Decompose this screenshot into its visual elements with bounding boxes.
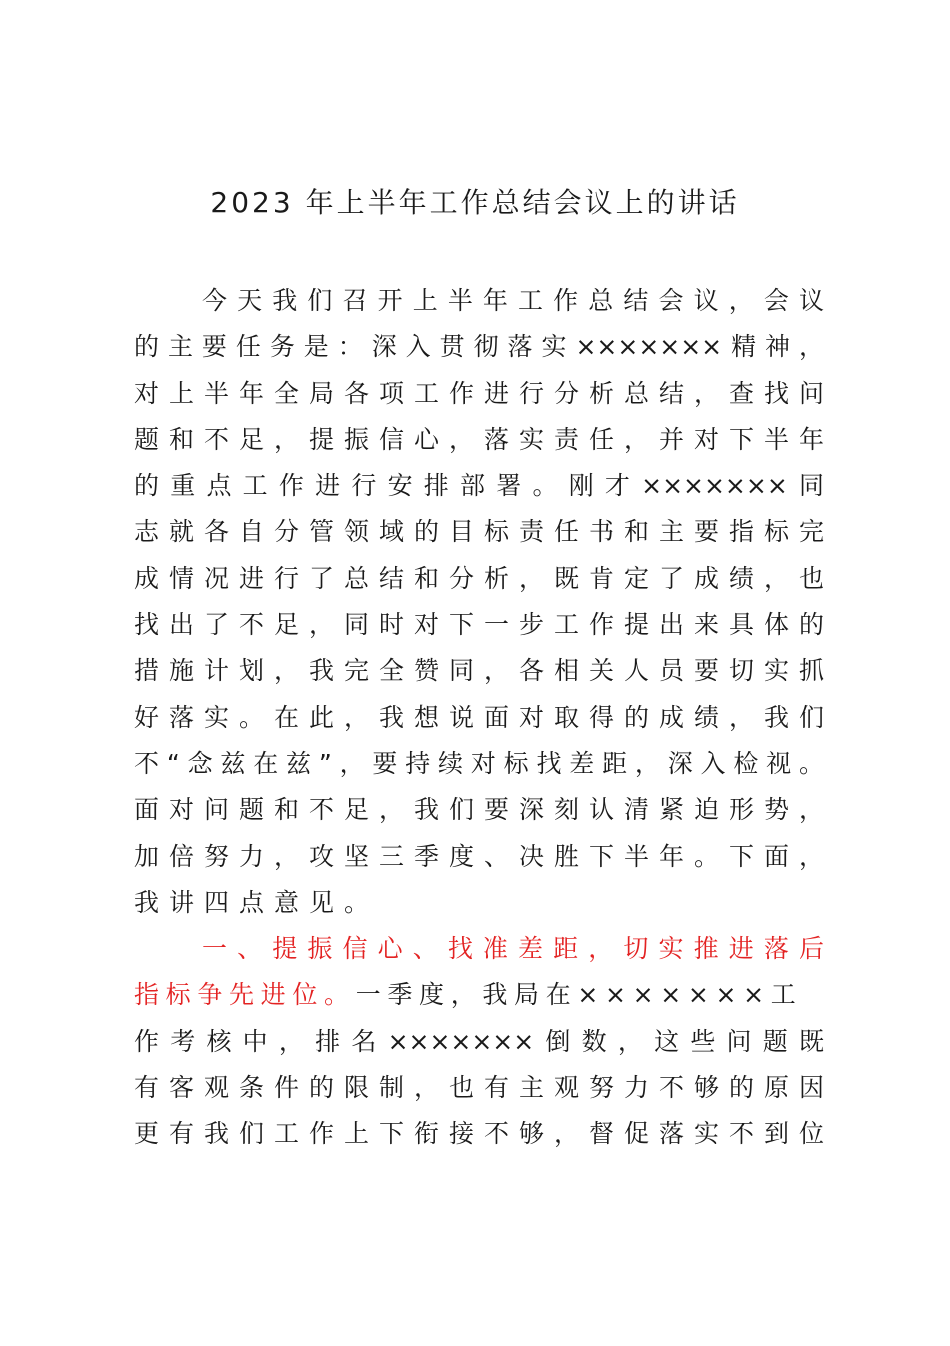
paragraph-text: 一季度，我局在×××××××工	[355, 980, 803, 1010]
section-heading-tail: 指标争先进位。	[134, 980, 356, 1010]
document-title: 2023 年上半年工作总结会议上的讲话	[210, 186, 740, 219]
paragraph-line: 作考核中，排名×××××××倒数，这些问题既	[134, 1026, 824, 1056]
paragraph-line: 找出了不足，同时对下一步工作提出来具体的	[134, 610, 824, 640]
document-body	[134, 278, 824, 1158]
paragraph-line: 有客观条件的限制，也有主观努力不够的原因	[134, 1073, 824, 1103]
paragraph-line: 的重点工作进行安排部署。刚才×××××××同	[134, 471, 824, 501]
paragraph-line: 题和不足，提振信心，落实责任，并对下半年	[134, 424, 824, 454]
paragraph-line: 志就各自分管领域的目标责任书和主要指标完	[134, 517, 824, 547]
paragraph-line: 加倍努力，攻坚三季度、决胜下半年。下面，	[134, 841, 824, 871]
paragraph-line: 面对问题和不足，我们要深刻认清紧迫形势，	[134, 795, 824, 825]
paragraph-line	[134, 972, 824, 1018]
paragraph-line: 今天我们召开上半年工作总结会议，会议	[202, 286, 824, 315]
paragraph-line: 措施计划，我完全赞同，各相关人员要切实抓	[134, 656, 824, 686]
paragraph-line: 的主要任务是：深入贯彻落实×××××××精神，	[134, 332, 824, 362]
paragraph-line: 我讲四点意见。	[134, 887, 380, 917]
paragraph-line: 好落实。在此，我想说面对取得的成绩，我们	[134, 702, 824, 732]
paragraph-line: 对上半年全局各项工作进行分析总结，查找问	[134, 378, 824, 408]
section-heading-line: 一、提振信心、找准差距，切实推进落后	[202, 934, 824, 964]
paragraph-line: 不“念兹在兹”，要持续对标找差距，深入检视。	[134, 748, 824, 778]
paragraph-line: 成情况进行了总结和分析，既肯定了成绩，也	[134, 563, 824, 593]
paragraph-line: 更有我们工作上下衔接不够，督促落实不到位	[134, 1119, 824, 1149]
